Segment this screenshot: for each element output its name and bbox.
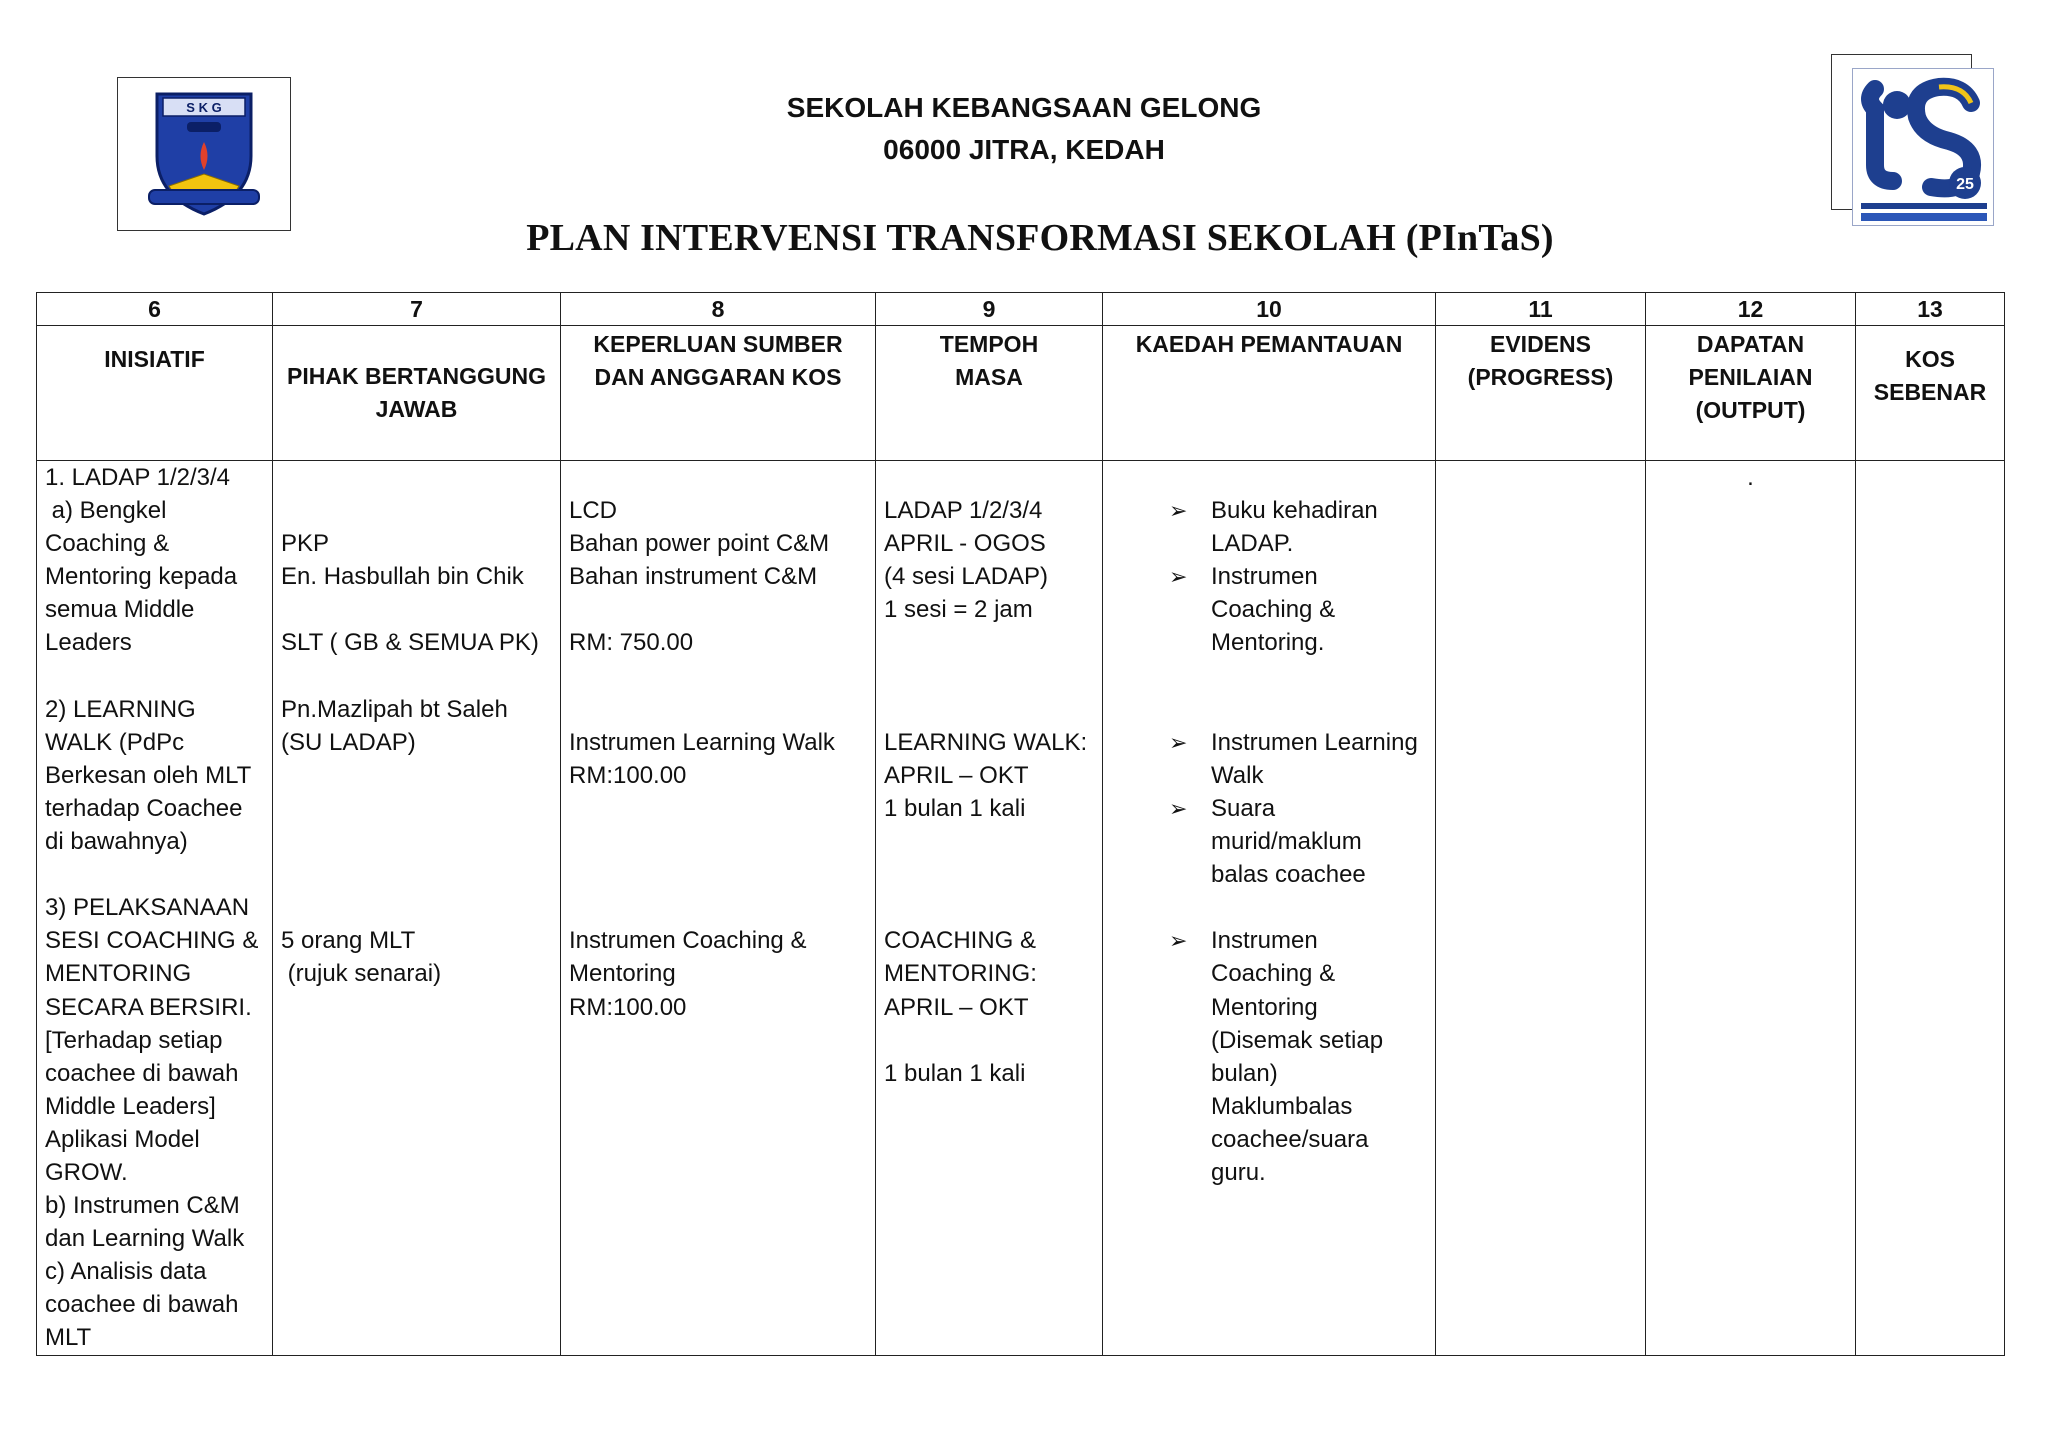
plan-table <box>36 292 2005 1356</box>
initiative-row <box>37 461 2005 1356</box>
cell-line: 1. LADAP 1/2/3/4 <box>45 464 231 491</box>
cell-line: LADAP 1/2/3/4 <box>884 497 1043 525</box>
bullet-line: Instrumen <box>1211 927 1318 955</box>
bullet-line: (Disemak setiap <box>1211 1026 1384 1054</box>
col-number: 10 <box>1103 293 1436 326</box>
header-line: PENILAIAN <box>1688 364 1813 390</box>
header-line: TEMPOH <box>939 331 1039 357</box>
cell-line: Middle Leaders] <box>45 1092 216 1120</box>
cell-kaedah <box>1103 461 1436 1356</box>
cell-line: En. Hasbullah bin Chik <box>281 563 524 591</box>
cell-line: coachee di bawah <box>45 1059 239 1087</box>
cell-line: APRIL – OKT <box>884 761 1029 789</box>
cell-line: LEARNING WALK: <box>884 728 1088 756</box>
cell-line: 5 orang MLT <box>281 927 416 955</box>
arrow-bullet-icon: ➢ <box>1169 498 1188 524</box>
col-number: 13 <box>1856 293 2005 326</box>
arrow-bullet-icon: ➢ <box>1169 795 1188 821</box>
arrow-bullet-icon: ➢ <box>1169 729 1188 755</box>
bullet-line: Coaching & <box>1211 596 1336 624</box>
bullet-line: Instrumen <box>1211 563 1318 591</box>
cell-line: APRIL - OGOS <box>884 530 1046 558</box>
cell-kos-sebenar <box>1856 461 2005 1356</box>
cell-line: dan Learning Walk <box>45 1225 245 1253</box>
cell-line <box>884 660 1094 693</box>
cell-line: MENTORING <box>45 960 192 988</box>
cell-line: Leaders <box>45 629 132 657</box>
cell-line: di bawahnya) <box>45 828 188 856</box>
text-lines <box>569 461 867 1024</box>
cell-line: Instrumen Coaching & <box>569 927 807 955</box>
cell-line <box>884 1024 1094 1057</box>
col-number: 6 <box>37 293 273 326</box>
cell-line <box>281 461 552 494</box>
cell-line <box>281 660 552 693</box>
cell-keperluan <box>561 461 876 1356</box>
cell-line: a) Bengkel <box>45 497 167 525</box>
cell-line: semua Middle <box>45 596 195 624</box>
cell-line <box>281 825 552 858</box>
cell-line: 3) PELAKSANAAN <box>45 894 250 922</box>
logo-number: 25 <box>1956 176 1974 193</box>
header-line: PIHAK BERTANGGUNG <box>287 363 546 389</box>
cell-line: SLT ( GB & SEMUA PK) <box>281 629 539 657</box>
col-number: 8 <box>561 293 876 326</box>
bullet-line: Buku kehadiran <box>1211 497 1378 525</box>
bullet-line: Instrumen Learning <box>1211 728 1418 756</box>
cell-dapatan: . <box>1646 461 1856 1356</box>
header-keperluan-sumber <box>561 326 876 461</box>
col-number: 7 <box>273 293 561 326</box>
cell-line <box>884 693 1094 726</box>
cell-line: MENTORING: <box>884 960 1037 988</box>
cell-line: Bahan instrument C&M <box>569 563 818 591</box>
cell-line: WALK (PdPc <box>45 728 185 756</box>
cell-line: RM:100.00 <box>569 761 687 789</box>
cell-line: LCD <box>569 497 618 525</box>
school-name: SEKOLAH KEBANGSAAN GELONG <box>786 92 1262 123</box>
bullet-list <box>1111 494 1427 659</box>
bullet-line: Coaching & <box>1211 960 1336 988</box>
cell-line: 1 bulan 1 kali <box>884 794 1026 822</box>
cell-line: coachee di bawah <box>45 1291 239 1319</box>
cell-line <box>281 494 552 527</box>
header-kaedah-pemantauan <box>1103 326 1436 461</box>
cell-line: (SU LADAP) <box>281 728 416 756</box>
header-line: (OUTPUT) <box>1695 397 1806 423</box>
cell-line: Berkesan oleh MLT <box>45 761 252 789</box>
header-line: JAWAB <box>375 396 458 422</box>
cell-line <box>281 792 552 825</box>
cell-evidens <box>1436 461 1646 1356</box>
cell-line: c) Analisis data <box>45 1258 207 1286</box>
text-lines <box>281 461 552 991</box>
text-lines <box>45 461 264 1355</box>
bullet-line: Mentoring. <box>1211 629 1325 657</box>
cell-line <box>569 461 867 494</box>
header-line: MASA <box>955 364 1023 390</box>
cell-line <box>884 626 1094 659</box>
cell-line: SECARA BERSIRI. <box>45 993 252 1021</box>
cell-line: Coaching & <box>45 530 170 558</box>
cell-line <box>569 792 867 825</box>
bullet-line: Maklumbalas <box>1211 1092 1353 1120</box>
column-number-row <box>37 293 2005 326</box>
cell-pihak <box>273 461 561 1356</box>
cell-line <box>884 891 1094 924</box>
header-line: DAN ANGGARAN KOS <box>594 364 842 390</box>
bullet-line: LADAP. <box>1211 530 1294 558</box>
cell-line <box>281 759 552 792</box>
cell-line: (rujuk senarai) <box>281 960 442 988</box>
header-pihak-bertanggungjawab <box>273 326 561 461</box>
cell-line <box>569 693 867 726</box>
column-header-row <box>37 326 2005 461</box>
header-line: DAPATAN <box>1696 331 1805 357</box>
cell-line: Bahan power point C&M <box>569 530 830 558</box>
cell-line: 2) LEARNING <box>45 695 196 723</box>
cell-tempoh <box>876 461 1103 1356</box>
monitoring-bullet <box>1169 924 1427 1189</box>
cell-line <box>281 891 552 924</box>
header-kos-sebenar <box>1856 326 2005 461</box>
cell-line <box>281 593 552 626</box>
cell-line <box>45 858 264 891</box>
cell-line: 1 bulan 1 kali <box>884 1059 1026 1087</box>
col-number: 12 <box>1646 293 1856 326</box>
header-line: KAEDAH PEMANTAUAN <box>1135 331 1403 357</box>
header-line: KEPERLUAN SUMBER <box>593 331 843 357</box>
cell-line <box>45 660 264 693</box>
arrow-bullet-icon: ➢ <box>1169 928 1188 954</box>
header-tempoh-masa <box>876 326 1103 461</box>
header-line: INISIATIF <box>104 346 205 372</box>
cell-line <box>884 858 1094 891</box>
bullet-line: balas coachee <box>1211 861 1366 889</box>
school-address: 06000 JITRA, KEDAH <box>883 134 1165 165</box>
header-line: (PROGRESS) <box>1467 364 1614 390</box>
cell-line: COACHING & <box>884 927 1037 955</box>
col-number: 9 <box>876 293 1103 326</box>
cell-line: [Terhadap setiap <box>45 1026 223 1054</box>
cell-line <box>569 891 867 924</box>
cell-line <box>569 858 867 891</box>
cell-line <box>569 660 867 693</box>
cell-line: APRIL – OKT <box>884 993 1029 1021</box>
bullet-line: Suara <box>1211 794 1276 822</box>
header-evidens <box>1436 326 1646 461</box>
cell-line: terhadap Coachee <box>45 794 243 822</box>
cell-line: Instrumen Learning Walk <box>569 728 835 756</box>
cell-line <box>884 825 1094 858</box>
cell-line: MLT <box>45 1324 92 1352</box>
cell-line: PKP <box>281 530 330 558</box>
cell-line: Pn.Mazlipah bt Saleh <box>281 695 508 723</box>
cell-line: RM: 750.00 <box>569 629 694 657</box>
header-dapatan-penilaian <box>1646 326 1856 461</box>
cell-line: Aplikasi Model <box>45 1125 200 1153</box>
cell-line: SESI COACHING & <box>45 927 259 955</box>
col-number: 11 <box>1436 293 1646 326</box>
crest-letters: S K G <box>186 100 222 115</box>
cell-line <box>569 825 867 858</box>
header-line: EVIDENS <box>1490 331 1591 357</box>
header-line: KOS <box>1905 346 1955 372</box>
bullet-list <box>1111 924 1427 1189</box>
arrow-bullet-icon: ➢ <box>1169 564 1188 590</box>
cell-line <box>884 461 1094 494</box>
cell-line: GROW. <box>45 1158 128 1186</box>
bullet-line: bulan) <box>1211 1059 1278 1087</box>
header-inisiatif <box>37 326 273 461</box>
cell-line: 1 sesi = 2 jam <box>884 596 1033 624</box>
monitoring-bullet <box>1169 726 1427 792</box>
bullet-line: guru. <box>1211 1158 1266 1186</box>
header-line: SEBENAR <box>1873 379 1987 405</box>
text-lines <box>884 461 1094 1090</box>
cell-line: (4 sesi LADAP) <box>884 563 1049 591</box>
cell-line: Mentoring kepada <box>45 563 238 591</box>
monitoring-bullet <box>1169 560 1427 659</box>
bullet-line: murid/maklum <box>1211 828 1362 856</box>
monitoring-bullet <box>1169 494 1427 560</box>
cell-line: b) Instrumen C&M <box>45 1192 240 1220</box>
cell-inisiatif <box>37 461 273 1356</box>
cell-line: RM:100.00 <box>569 993 687 1021</box>
bullet-list <box>1111 726 1427 891</box>
bullet-line: Mentoring <box>1211 993 1318 1021</box>
cell-line <box>281 858 552 891</box>
cell-line <box>569 593 867 626</box>
cell-line: Mentoring <box>569 960 676 988</box>
bullet-line: Walk <box>1211 761 1264 789</box>
document-title: PLAN INTERVENSI TRANSFORMASI SEKOLAH (PInTaS) <box>526 217 1554 259</box>
monitoring-bullet <box>1169 792 1427 891</box>
bullet-line: coachee/suara <box>1211 1125 1369 1153</box>
